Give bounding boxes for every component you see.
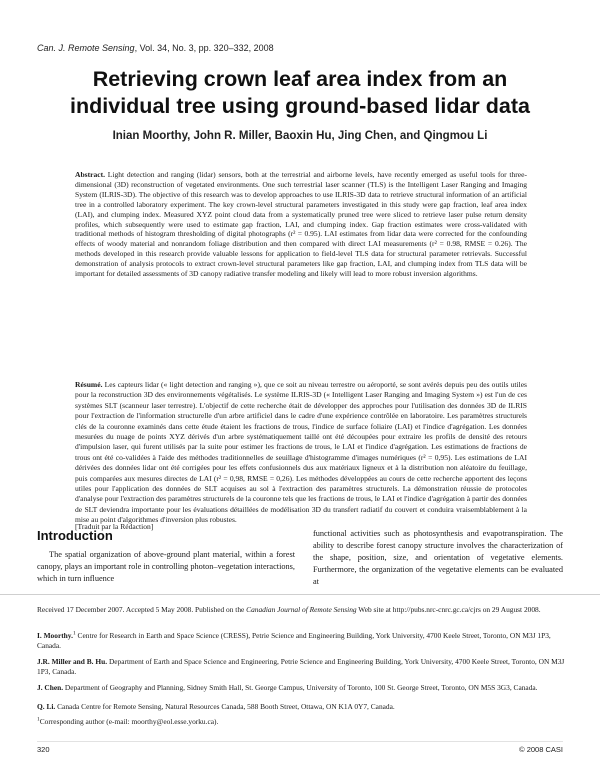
received-tail: Web site at http://pubs.nrc-cnrc.gc.ca/cjrs on 29 August 2008.: [356, 605, 541, 614]
abstract-label: Abstract.: [75, 170, 105, 179]
affiliation-chen: [37, 683, 565, 693]
affiliation-text: Department of Earth and Space Science and Engineering, Petrie Science and Engineering Building, York University, 4700 Keele Street, Toronto, ON M3J 1P3, Canada.: [37, 657, 565, 676]
resume-label: Résumé.: [75, 380, 103, 389]
corresponding-sup: 1: [37, 716, 40, 723]
affiliation-moorthy: [37, 631, 565, 650]
received-text: Received 17 December 2007. Accepted 5 May 2008. Published on the: [37, 605, 247, 614]
footer-divider: [37, 741, 563, 742]
copyright: © 2008 CASI: [519, 745, 563, 754]
corresponding-author: [37, 717, 565, 727]
journal-details: , Vol. 34, No. 3, pp. 320–332, 2008: [134, 43, 274, 53]
abstract-text: Light detection and ranging (lidar) sensors, both at the terrestrial and airborne levels, have recently emerged as useful tools for three-dimensional (3D) reconstruction of vegetated environments. One such terrestrial laser scanner (TLS) is the Intelligent Laser Ranging and Imaging System (ILRIS-3D). The objective of this research was to develop approaches to use ILRIS-3D data to retrieve structural information of an artificial tree in a controlled laboratory experiment. The key crown-level structural parameters investigated in this study were gap fraction, leaf area index (LAI), and clumping index. Measured XYZ point cloud data from a systematically pruned tree were sliced to retrieve laser pulse return density profiles, which subsequently were used to estimate gap fraction, LAI, and clumping index. Gap fraction estimates were cross-validated with traditional methods of histogram thresholding of digital photographs (r² = 0.95). LAI estimates from lidar data were corrected for the confounding effects of woody material and nonrandom foliage distribution and then compared with direct LAI measurements (r² = 0.98, RMSE = 0.26). The methods developed in this research provide valuable lessons for application to field-level TLS data for structural parameter retrievals. Successful demonstration of analysis protocols to extract crown-level structural parameters like gap fraction, LAI, and clumping index from TLS data will be important for detailed assessments of 3D canopy radiative transfer modeling and likely will lead to more robust inversion algorithms.: [75, 170, 527, 279]
affiliation-text: Canada Centre for Remote Sensing, Natural Resources Canada, 588 Booth Street, Ottawa, ON K1A 0Y7, Canada.: [55, 702, 395, 711]
resume: [75, 380, 527, 526]
resume-text: Les capteurs lidar (« light detection and ranging »), que ce soit au niveau terrestre ou aéroporté, se sont avérés depuis peu des outils utiles pour la reconstruction 3D des environnements végétalisés. Le système ILRIS-3D (« Intelligent Laser Ranging and Imaging System ») est l'un de ces systèmes SLT (scanneur laser terrestre). L'objectif de cette recherche était de développer des approches pour l'utilisation des données 3D de ILRIS pour l'extraction de l'information structurelle d'un arbre artificiel dans le cadre d'une expérience contrôlée en laboratoire. Les paramètres structurels clés de la couronne examinés dans cette étude étaient les fractions de trous, l'indice de surface foliaire (LAI) et l'indice d'agrégation. Les données mesurées du nuage de points XYZ dérivés d'un arbre systématiquement taillé ont été découpées pour extraire les profils de densité des retours d'impulsion laser, qui furent utilisés par la suite pour estimer les fractions de trous, le LAI et l'indice d'agrégation. Les estimations de fractions de trous ont été co-validées à l'aide des méthodes traditionnelles de seuillage d'histogramme d'images numériques (r² = 0,95). Les estimations de LAI dérivées des données lidar ont été corrigées pour les effets confusionnels dus aux matériaux ligneux et à la distribution non aléatoire du feuillage, puis comparées aux mesures directes de LAI (r² = 0,98, RMSE = 0,26). Les méthodes développées au cours de cette recherche apportent des leçons utiles pour l'application des données de SLT acquises au sol à l'extraction des paramètres structurels. La démonstration réussie de protocoles d'analyse pour l'extraction des paramètres structurels de la couronne tels que les fractions de trous, le LAI et l'indice d'agrégation à partir des données de SLT deviendra importante pour les évaluations détaillées de modélisation 3D du transfert radiatif du couvert et conduira vraisemblablement à la mise au point d'algorithmes d'inversion plus robustes.: [75, 380, 527, 525]
affiliation-text: Centre for Research in Earth and Space Science (CRESS), Petrie Science and Engineering Building, York University, 4700 Keele Street, Toronto, ON M3J 1P3, Canada.: [37, 631, 551, 650]
affiliation-name: I. Moorthy.: [37, 631, 73, 640]
intro-column-left: The spatial organization of above-ground plant material, within a forest canopy, plays an important role in controlling photon–vegetation interactions, which in turn influence: [37, 550, 295, 583]
title-line-1: Retrieving crown leaf area index from an: [92, 67, 508, 91]
received-note: [37, 605, 565, 615]
translation-note: [Traduit par la Rédaction]: [75, 522, 154, 531]
title-line-2: individual tree using ground-based lidar data: [70, 94, 530, 118]
page-number: 320: [37, 745, 50, 754]
affiliation-text: Department of Geography and Planning, Sidney Smith Hall, St. George Campus, University of Toronto, 100 St. George Street, Toronto, ON M5S 3G3, Canada.: [63, 683, 538, 692]
affiliation-name: J. Chen.: [37, 683, 64, 692]
divider: [0, 594, 600, 595]
journal-citation: [37, 43, 274, 53]
affiliation-sup: 1: [72, 630, 76, 637]
journal-name: Can. J. Remote Sensing: [37, 43, 135, 53]
journal-reference: Canadian Journal of Remote Sensing: [246, 605, 357, 614]
section-heading-introduction: Introduction: [37, 528, 113, 543]
corresponding-text: Corresponding author (e-mail: moorthy@eol.esse.yorku.ca).: [39, 717, 219, 726]
affiliation-name: Q. Li.: [37, 702, 56, 711]
abstract: [75, 170, 527, 279]
article-title: [40, 66, 560, 120]
intro-column-right: functional activities such as photosynthesis and evapotranspiration. The ability to describe forest canopy structure involves the characterization of the shape, position, size, and orientation of vegetative elements. Furthermore, the organization of the vegetative elements can be evaluated at: [313, 529, 563, 586]
affiliation-li: [37, 702, 565, 712]
affiliation-miller-hu: [37, 657, 565, 676]
author-list: Inian Moorthy, John R. Miller, Baoxin Hu, Jing Chen, and Qingmou Li: [112, 130, 488, 142]
affiliation-name: J.R. Miller and B. Hu.: [37, 657, 108, 666]
